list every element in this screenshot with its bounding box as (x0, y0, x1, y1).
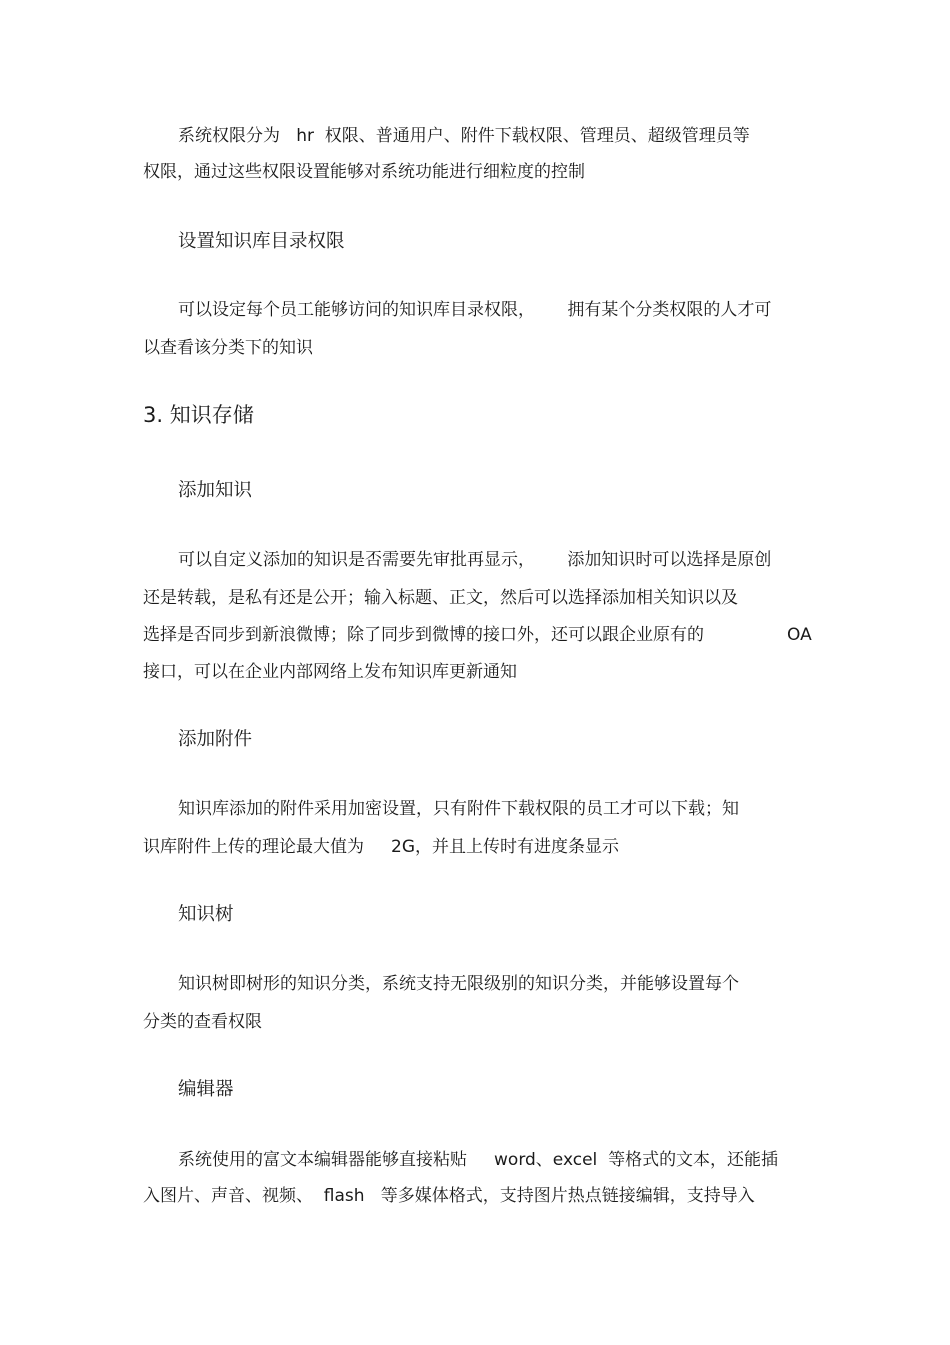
add-knowledge-line-3: 选择是否同步到新浪微博；除了同步到微博的接口外，还可以跟企业原有的 (143, 625, 704, 645)
knowledge-tree-line-1: 知识树即树形的知识分类，系统支持无限级别的知识分类，并能够设置每个 (178, 974, 739, 994)
add-knowledge-line-1: 可以自定义添加的知识是否需要先审批再显示， 添加知识时可以选择是原创 (178, 550, 772, 570)
add-knowledge-line-2: 还是转载，是私有还是公开；输入标题、正文，然后可以选择添加相关知识以及 (143, 588, 738, 608)
add-attachment-line-2: 识库附件上传的理论最大值为 2G，并且上传时有进度条显示 (143, 837, 620, 857)
add-knowledge-heading: 添加知识 (178, 480, 253, 501)
permissions-paragraph-line-2: 权限，通过这些权限设置能够对系统功能进行细粒度的控制 (143, 162, 585, 182)
add-knowledge-line-4: 接口，可以在企业内部网络上发布知识库更新通知 (143, 662, 517, 682)
permissions-paragraph-line-1: 系统权限分为 hr 权限、普通用户、附件下载权限、管理员、超级管理员等 (178, 126, 750, 146)
kb-directory-permission-line-2: 以查看该分类下的知识 (143, 338, 313, 358)
knowledge-tree-line-2: 分类的查看权限 (143, 1012, 262, 1032)
add-attachment-line-1: 知识库添加的附件采用加密设置，只有附件下载权限的员工才可以下载；知 (178, 799, 739, 819)
editor-line-2: 入图片、声音、视频、 flash 等多媒体格式，支持图片热点链接编辑，支持导入 (143, 1186, 755, 1206)
add-knowledge-line-3-oa: OA (787, 625, 812, 645)
section-title-knowledge-storage: 3. 知识存储 (143, 403, 254, 427)
editor-line-1: 系统使用的富文本编辑器能够直接粘贴 word、excel 等格式的文本，还能插 (178, 1150, 779, 1170)
add-attachment-heading: 添加附件 (178, 729, 253, 750)
kb-directory-permission-heading: 设置知识库目录权限 (178, 231, 345, 252)
knowledge-tree-heading: 知识树 (178, 904, 234, 925)
editor-heading: 编辑器 (178, 1079, 234, 1100)
kb-directory-permission-line-1: 可以设定每个员工能够访问的知识库目录权限， 拥有某个分类权限的人才可 (178, 300, 772, 320)
